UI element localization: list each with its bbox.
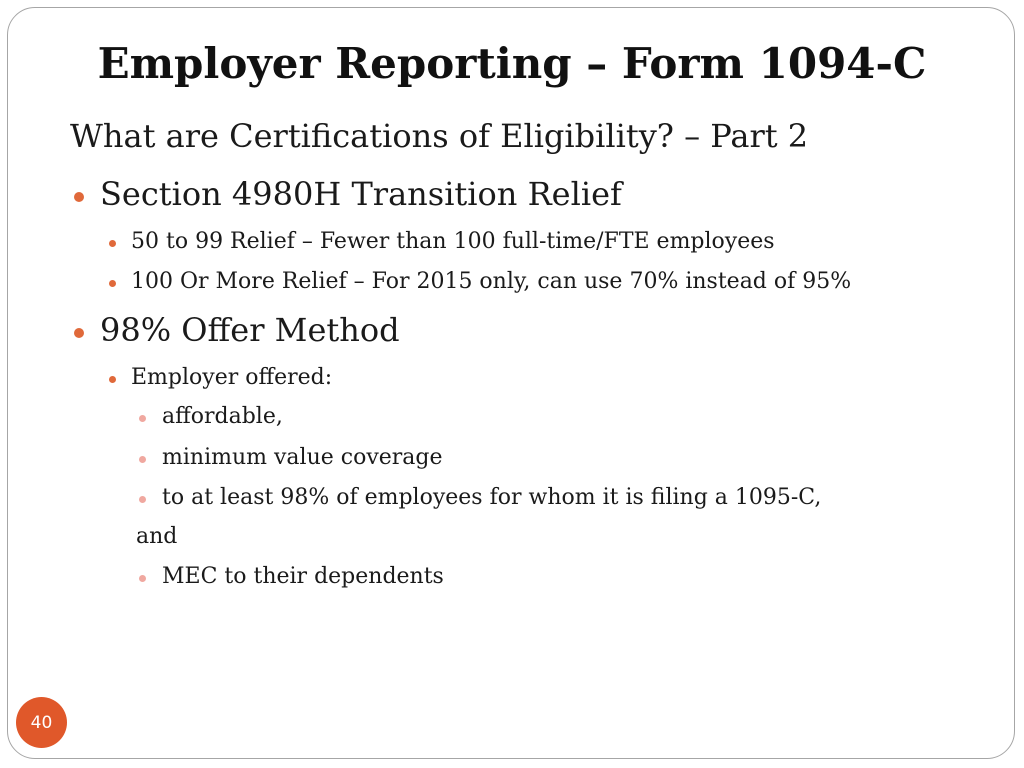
section-heading-transition-relief: Section 4980H Transition Relief xyxy=(100,175,622,213)
bullet-icon xyxy=(74,328,84,338)
list-item: MEC to their dependents xyxy=(162,564,444,589)
bullet-icon xyxy=(109,280,116,287)
page-number-badge: 40 xyxy=(16,697,67,748)
list-item: affordable, xyxy=(162,404,283,429)
bullet-icon xyxy=(139,456,146,463)
list-item: 50 to 99 Relief – Fewer than 100 full-time/FTE employees xyxy=(131,229,775,254)
bullet-icon xyxy=(139,496,146,503)
list-item: to at least 98% of employees for whom it is filing a 1095-C, xyxy=(162,485,822,510)
bullet-icon xyxy=(109,240,116,247)
list-item: minimum value coverage xyxy=(162,445,443,470)
slide-title: Employer Reporting – Form 1094-C xyxy=(97,39,927,88)
bullet-icon xyxy=(74,192,84,202)
list-item-continuation: and xyxy=(136,524,178,549)
slide-subtitle: What are Certifications of Eligibility? – Part 2 xyxy=(70,117,809,155)
section-heading-offer-method: 98% Offer Method xyxy=(100,311,400,349)
bullet-icon xyxy=(109,376,116,383)
list-item: Employer offered: xyxy=(131,365,333,390)
bullet-icon xyxy=(139,415,146,422)
bullet-icon xyxy=(139,575,146,582)
list-item: 100 Or More Relief – For 2015 only, can use 70% instead of 95% xyxy=(131,269,852,294)
